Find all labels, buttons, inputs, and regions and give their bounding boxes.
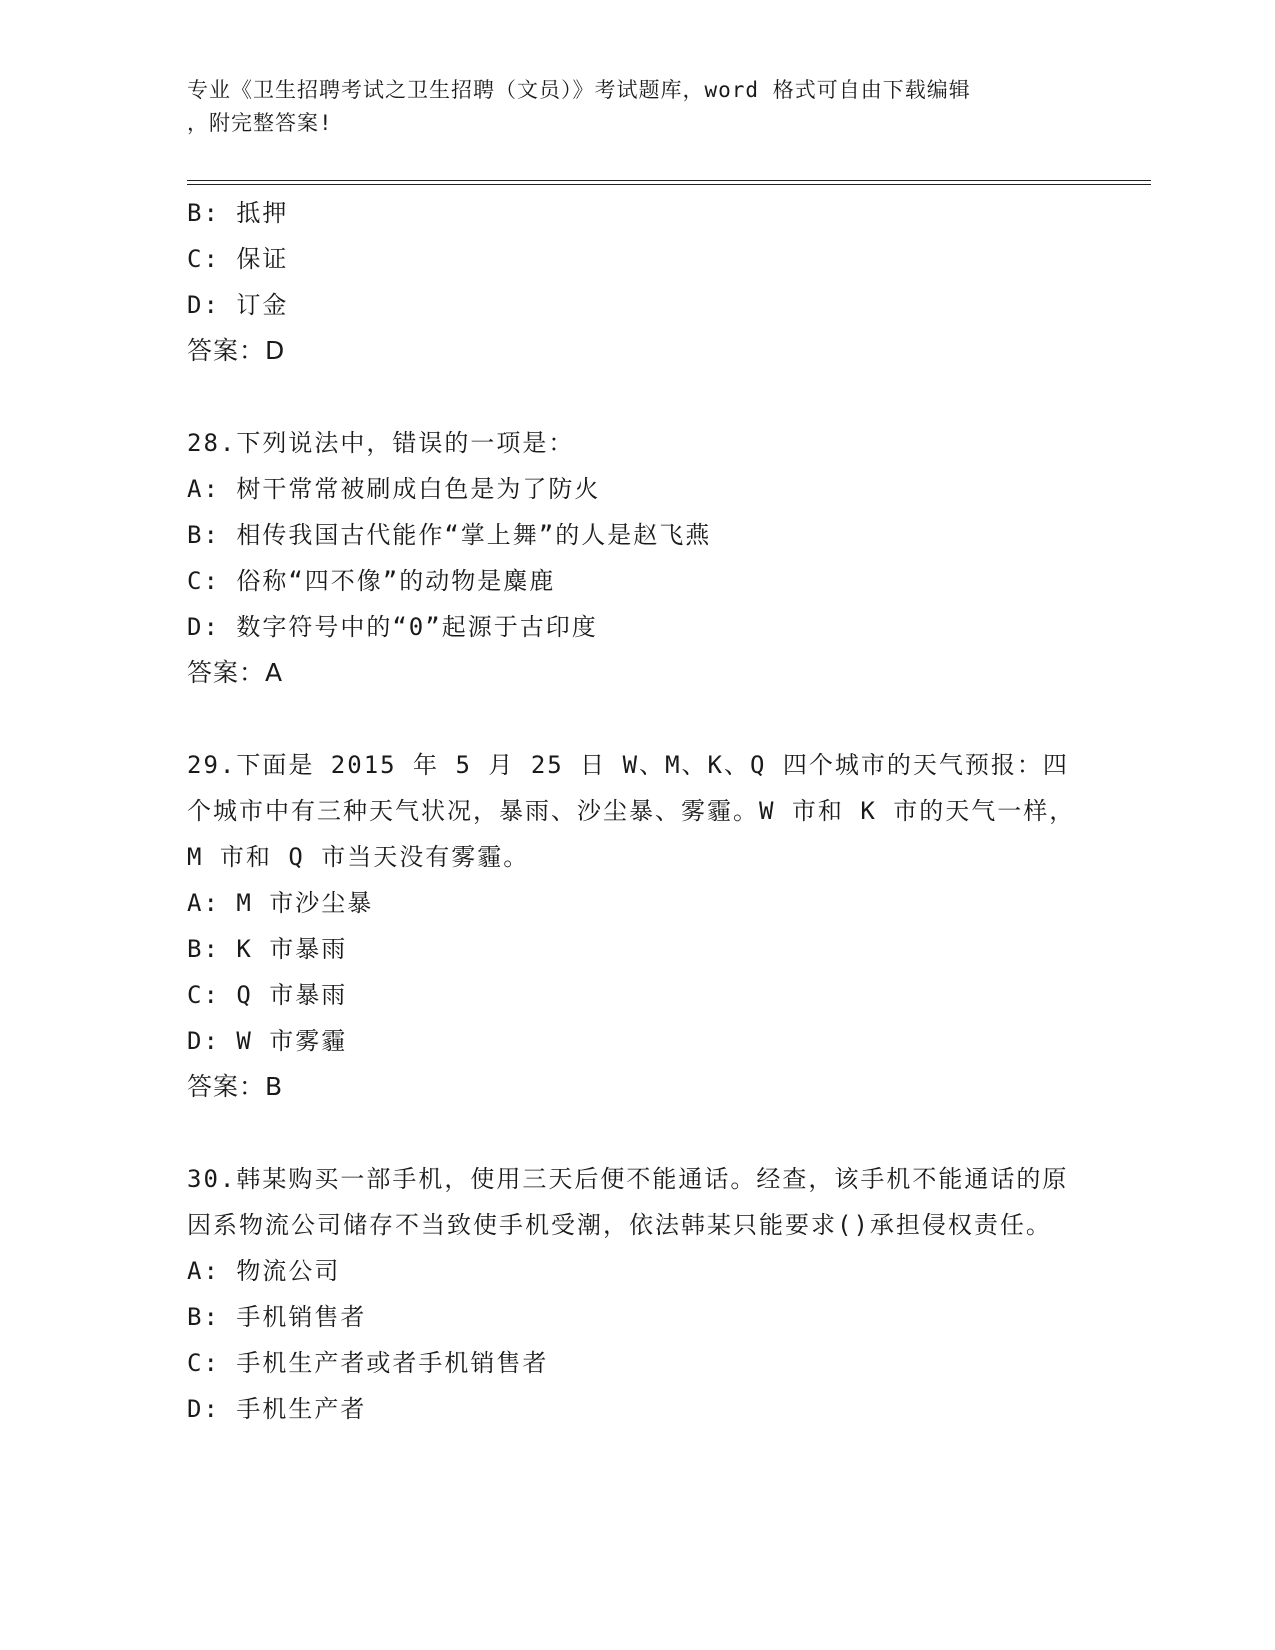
question-stem: 29.下面是 2015 年 5 月 25 日 W、M、K、Q 四个城市的天气预报：四个城市中有三种天气状况，暴雨、沙尘暴、雾霾。W 市和 K 市的天气一样，M 市和 Q 市当天没有雾霾。 (187, 751, 1076, 871)
header-divider-top (187, 180, 1151, 181)
header-divider-bottom (187, 184, 1151, 185)
question-stem: 30.韩某购买一部手机，使用三天后便不能通话。经查，该手机不能通话的原因系物流公司储存不当致使手机受潮，依法韩某只能要求()承担侵权责任。 (187, 1165, 1069, 1239)
option-d: D: 手机生产者 (187, 1395, 367, 1423)
header-line-1: 专业《卫生招聘考试之卫生招聘（文员）》考试题库，word 格式可自由下载编辑 (187, 78, 971, 102)
question-28-block (187, 420, 1087, 696)
question-content (187, 190, 1087, 1432)
option-c: C: 手机生产者或者手机销售者 (187, 1349, 549, 1377)
option-c: C: Q 市暴雨 (187, 981, 348, 1009)
spacer (187, 374, 1087, 420)
answer-line: 答案：A (187, 658, 284, 687)
option-c: C: 俗称“四不像”的动物是麋鹿 (187, 567, 556, 595)
spacer (187, 696, 1087, 742)
document-header (187, 74, 1077, 140)
option-b: B: 手机销售者 (187, 1303, 367, 1331)
spacer (187, 1110, 1087, 1156)
option-a: A: M 市沙尘暴 (187, 889, 374, 917)
option-b: B: K 市暴雨 (187, 935, 348, 963)
option-d: D: 数字符号中的“0”起源于古印度 (187, 613, 598, 641)
option-a: A: 物流公司 (187, 1257, 341, 1285)
header-line-2: ，附完整答案! (187, 111, 333, 135)
option-b: B: 抵押 (187, 199, 289, 227)
option-b: B: 相传我国古代能作“掌上舞”的人是赵飞燕 (187, 521, 712, 549)
option-a: A: 树干常常被刷成白色是为了防火 (187, 475, 601, 503)
question-29-block (187, 742, 1087, 1110)
answer-line: 答案：D (187, 336, 286, 365)
option-d: D: 订金 (187, 291, 289, 319)
option-d: D: W 市雾霾 (187, 1027, 348, 1055)
question-stem: 28.下列说法中，错误的一项是： (187, 429, 575, 457)
question-30-block (187, 1156, 1087, 1432)
question-27-block (187, 190, 1087, 374)
answer-line: 答案：B (187, 1072, 284, 1101)
option-c: C: 保证 (187, 245, 289, 273)
